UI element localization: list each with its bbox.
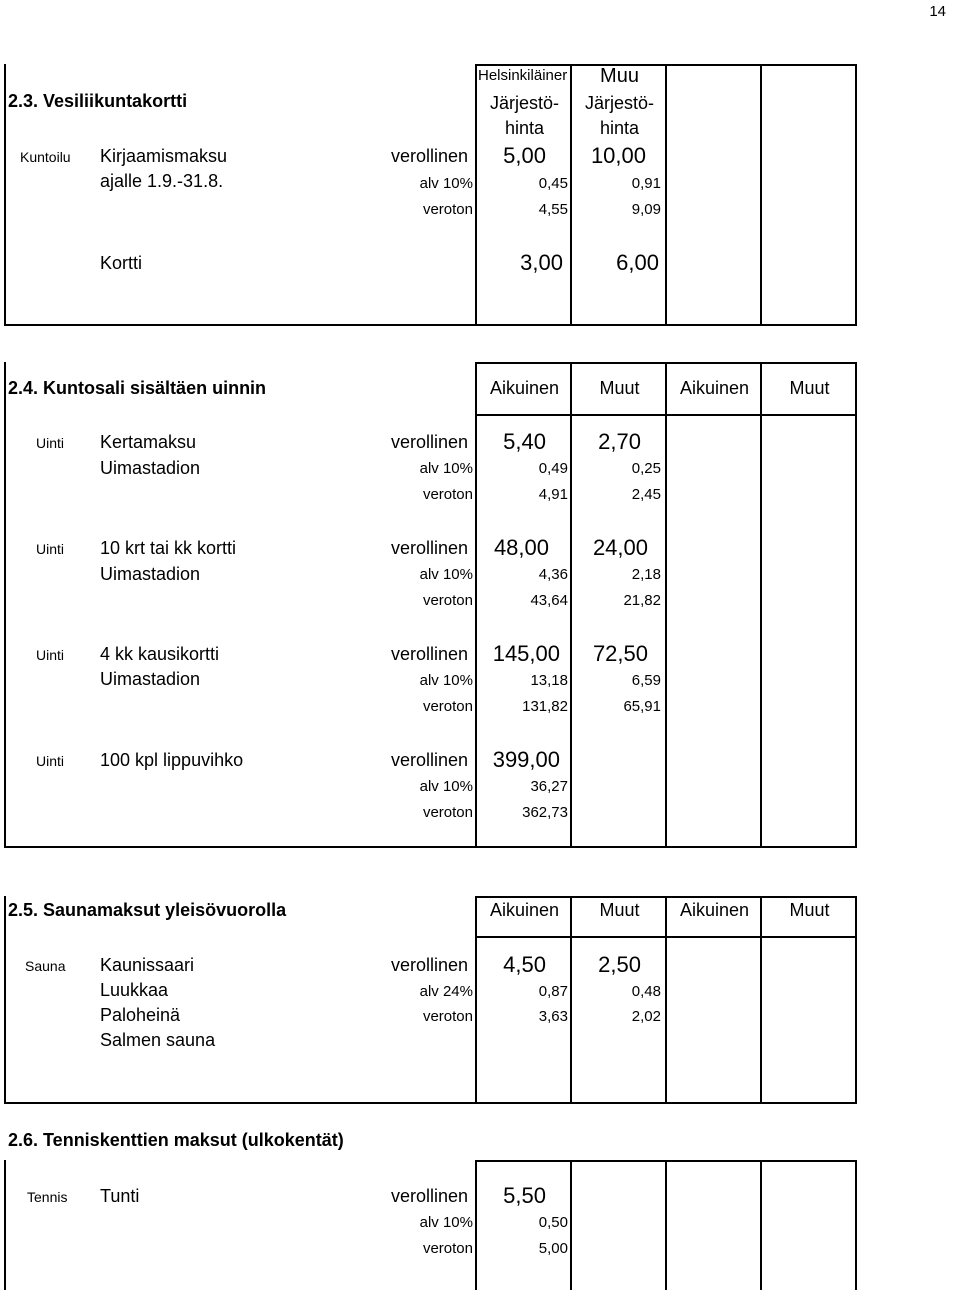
price-value: 13,18 bbox=[530, 672, 568, 689]
price-value: 362,73 bbox=[522, 804, 568, 821]
column-divider bbox=[665, 1160, 667, 1290]
price-value: 24,00 bbox=[592, 535, 648, 560]
category-label: Uinti bbox=[36, 753, 65, 769]
column-header: hinta bbox=[599, 118, 640, 138]
price-value: 3,00 bbox=[520, 250, 563, 275]
price-value: 0,45 bbox=[538, 175, 568, 192]
left-border bbox=[4, 896, 6, 1104]
section-title: 2.3. Vesiliikuntakortti bbox=[8, 91, 188, 111]
column-divider bbox=[760, 896, 762, 1104]
price-value: 21,82 bbox=[623, 592, 661, 609]
price-value: 4,36 bbox=[538, 566, 568, 583]
category-label: Sauna bbox=[25, 958, 66, 974]
section-title: 2.4. Kuntosali sisältäen uinnin bbox=[8, 378, 267, 398]
price-value: 9,09 bbox=[631, 201, 661, 218]
price-value: 2,18 bbox=[631, 566, 661, 583]
price-value: 0,49 bbox=[538, 460, 568, 477]
item-label: Uimastadion bbox=[100, 458, 201, 478]
price-label: alv 10% bbox=[419, 175, 473, 192]
left-border bbox=[4, 64, 6, 326]
section-title: 2.5. Saunamaksut yleisövuorolla bbox=[8, 900, 287, 920]
column-header: Muut bbox=[599, 378, 640, 398]
price-value: 2,70 bbox=[598, 429, 641, 454]
price-label: verollinen bbox=[390, 955, 468, 975]
price-value: 65,91 bbox=[623, 698, 661, 715]
bottom-border bbox=[4, 846, 477, 848]
column-header: Aikuinen bbox=[489, 378, 560, 398]
item-label: Paloheinä bbox=[100, 1005, 181, 1025]
column-header: Aikuinen bbox=[679, 900, 750, 920]
price-value: 5,00 bbox=[503, 143, 546, 168]
column-divider bbox=[665, 896, 667, 1104]
price-value: 0,50 bbox=[538, 1214, 568, 1231]
price-label: alv 10% bbox=[419, 460, 473, 477]
price-label: veroton bbox=[422, 698, 473, 715]
column-header: Muu bbox=[600, 65, 639, 87]
price-value: 2,02 bbox=[631, 1008, 661, 1025]
column-header: Muut bbox=[789, 900, 830, 920]
price-label: veroton bbox=[422, 486, 473, 503]
item-label: Kertamaksu bbox=[100, 432, 197, 452]
left-border bbox=[4, 1160, 6, 1290]
left-border bbox=[4, 362, 6, 848]
column-header: Aikuinen bbox=[489, 900, 560, 920]
category-label: Kuntoilu bbox=[20, 149, 71, 165]
price-label: alv 10% bbox=[419, 672, 473, 689]
category-label: Uinti bbox=[36, 647, 65, 663]
category-label: Uinti bbox=[36, 435, 65, 451]
page-number: 14 bbox=[929, 3, 946, 20]
column-divider bbox=[665, 362, 667, 848]
column-header: Muut bbox=[599, 900, 640, 920]
price-value: 399,00 bbox=[492, 747, 560, 772]
price-label: veroton bbox=[422, 1240, 473, 1257]
price-value: 2,45 bbox=[631, 486, 661, 503]
price-value: 48,00 bbox=[493, 535, 549, 560]
price-value: 131,82 bbox=[522, 698, 568, 715]
price-value: 72,50 bbox=[592, 641, 648, 666]
price-value: 6,59 bbox=[631, 672, 661, 689]
column-header: Aikuinen bbox=[679, 378, 750, 398]
price-value: 3,63 bbox=[538, 1008, 568, 1025]
price-label: alv 10% bbox=[419, 778, 473, 795]
price-label: alv 24% bbox=[419, 983, 473, 1000]
item-label: Uimastadion bbox=[100, 564, 201, 584]
category-label: Tennis bbox=[27, 1189, 68, 1205]
price-label: veroton bbox=[422, 201, 473, 218]
price-value: 6,00 bbox=[616, 250, 659, 275]
price-value: 0,87 bbox=[538, 983, 568, 1000]
item-label: ajalle 1.9.-31.8. bbox=[100, 171, 224, 191]
item-label: 4 kk kausikortti bbox=[100, 644, 220, 664]
price-label: verollinen bbox=[390, 538, 468, 558]
section-title: 2.6. Tenniskenttien maksut (ulkokentät) bbox=[8, 1130, 344, 1150]
price-value: 4,91 bbox=[538, 486, 568, 503]
price-value: 10,00 bbox=[590, 143, 646, 168]
item-label: Uimastadion bbox=[100, 669, 201, 689]
column-divider bbox=[760, 64, 762, 326]
category-label: Uinti bbox=[36, 541, 65, 557]
price-label: verollinen bbox=[390, 432, 468, 452]
column-divider bbox=[760, 362, 762, 848]
column-divider bbox=[760, 1160, 762, 1290]
price-value: 0,48 bbox=[631, 983, 661, 1000]
column-header: Järjestö- bbox=[584, 93, 655, 113]
price-label: verollinen bbox=[390, 1186, 468, 1206]
price-value: 43,64 bbox=[530, 592, 568, 609]
item-label: Kortti bbox=[100, 253, 143, 273]
price-label: verollinen bbox=[390, 146, 468, 166]
price-value: 36,27 bbox=[530, 778, 568, 795]
price-value: 4,55 bbox=[538, 201, 568, 218]
price-label: verollinen bbox=[390, 750, 468, 770]
column-header: Muut bbox=[789, 378, 830, 398]
item-label: Salmen sauna bbox=[100, 1030, 216, 1050]
column-header: Helsinkiläiner bbox=[478, 68, 568, 83]
price-value: 2,50 bbox=[598, 952, 641, 977]
item-label: Kirjaamismaksu bbox=[100, 146, 228, 166]
column-header: Järjestö- bbox=[489, 93, 560, 113]
bottom-border bbox=[4, 324, 477, 326]
item-label: Luukkaa bbox=[100, 980, 169, 1000]
column-divider bbox=[570, 362, 572, 848]
price-label: verollinen bbox=[390, 644, 468, 664]
item-label: 10 krt tai kk kortti bbox=[100, 538, 237, 558]
price-label: veroton bbox=[422, 1008, 473, 1025]
price-value: 0,91 bbox=[631, 175, 661, 192]
price-label: alv 10% bbox=[419, 1214, 473, 1231]
price-label: veroton bbox=[422, 592, 473, 609]
price-label: alv 10% bbox=[419, 566, 473, 583]
price-label: veroton bbox=[422, 804, 473, 821]
price-value: 5,50 bbox=[503, 1183, 546, 1208]
price-value: 5,40 bbox=[503, 429, 546, 454]
price-value: 4,50 bbox=[503, 952, 546, 977]
price-value: 0,25 bbox=[631, 460, 661, 477]
item-label: Tunti bbox=[100, 1186, 140, 1206]
item-label: Kaunissaari bbox=[100, 955, 195, 975]
item-label: 100 kpl lippuvihko bbox=[100, 750, 244, 770]
column-header: hinta bbox=[504, 118, 545, 138]
column-divider bbox=[570, 1160, 572, 1290]
price-value: 5,00 bbox=[538, 1240, 568, 1257]
column-divider bbox=[570, 896, 572, 1104]
price-value: 145,00 bbox=[492, 641, 560, 666]
bottom-border bbox=[4, 1102, 477, 1104]
